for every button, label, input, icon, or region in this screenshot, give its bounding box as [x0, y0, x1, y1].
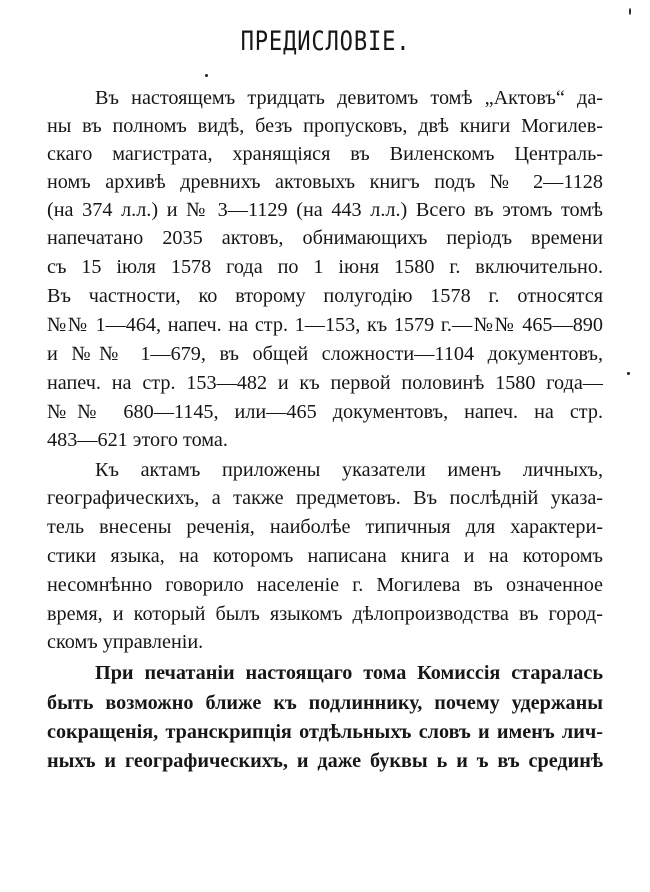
- text-line: съ 15 іюля 1578 года по 1 іюня 1580 г. включительно.: [47, 256, 603, 278]
- text-line: сокращенія, транскрипція отдѣльныхъ словъ и именъ лич-: [47, 721, 603, 743]
- text-line: (на 374 л.л.) и № 3—1129 (на 443 л.л.) Всего въ этомъ томѣ: [47, 199, 603, 221]
- text-line: скаго магистрата, хранящіяся въ Виленскомъ Централь-: [47, 143, 603, 165]
- text-line: Въ настоящемъ тридцать девитомъ томѣ „Актовъ“ да-: [95, 87, 603, 109]
- text-line: Къ актамъ приложены указатели именъ личныхъ,: [95, 459, 603, 481]
- text-line: напеч. на стр. 153—482 и къ первой половинѣ 1580 года—: [47, 372, 603, 394]
- text-line: и №№ 1—679, въ общей сложности—1104 документовъ,: [47, 343, 603, 365]
- text-line: быть возможно ближе къ подлиннику, почему удержаны: [47, 692, 603, 714]
- text-line: несомнѣнно говорило населеніе г. Могилева въ означенное: [47, 574, 603, 596]
- text-line: напечатано 2035 актовъ, обнимающихъ періодъ времени: [47, 227, 603, 249]
- text-line: №№ 1—464, напеч. на стр. 1—153, къ 1579 г.—№№ 465—890: [47, 314, 603, 336]
- print-speck: [629, 8, 631, 15]
- page-title: ПРЕДИСЛОВІЕ.: [240, 26, 411, 57]
- text-line: Въ частности, ко второму полугодію 1578 г. относятся: [47, 285, 603, 307]
- text-line: тель внесены реченія, наиболѣе типичныя для характери-: [47, 516, 603, 538]
- text-line: стики языка, на которомъ написана книга и на которомъ: [47, 545, 603, 567]
- text-line: время, и который былъ языкомъ дѣлопроизводства въ город-: [47, 603, 603, 625]
- print-speck: [627, 372, 630, 375]
- text-line: ныхъ и географическихъ, и даже буквы ь и ъ въ срединѣ: [47, 750, 603, 772]
- text-line: географическихъ, а также предметовъ. Въ послѣдній указа-: [47, 487, 603, 509]
- text-line: №№ 680—1145, или—465 документовъ, напеч. на стр.: [47, 401, 603, 423]
- text-line: ны въ полномъ видѣ, безъ пропусковъ, двѣ книги Могилев-: [47, 115, 603, 137]
- print-speck: [205, 74, 208, 77]
- text-line: При печатаніи настоящаго тома Комиссія старалась: [95, 662, 603, 684]
- text-line: скомъ управленіи.: [47, 631, 204, 653]
- text-line: 483—621 этого тома.: [47, 429, 228, 451]
- text-line: номъ архивѣ древнихъ актовыхъ книгъ подъ № 2—1128: [47, 171, 603, 193]
